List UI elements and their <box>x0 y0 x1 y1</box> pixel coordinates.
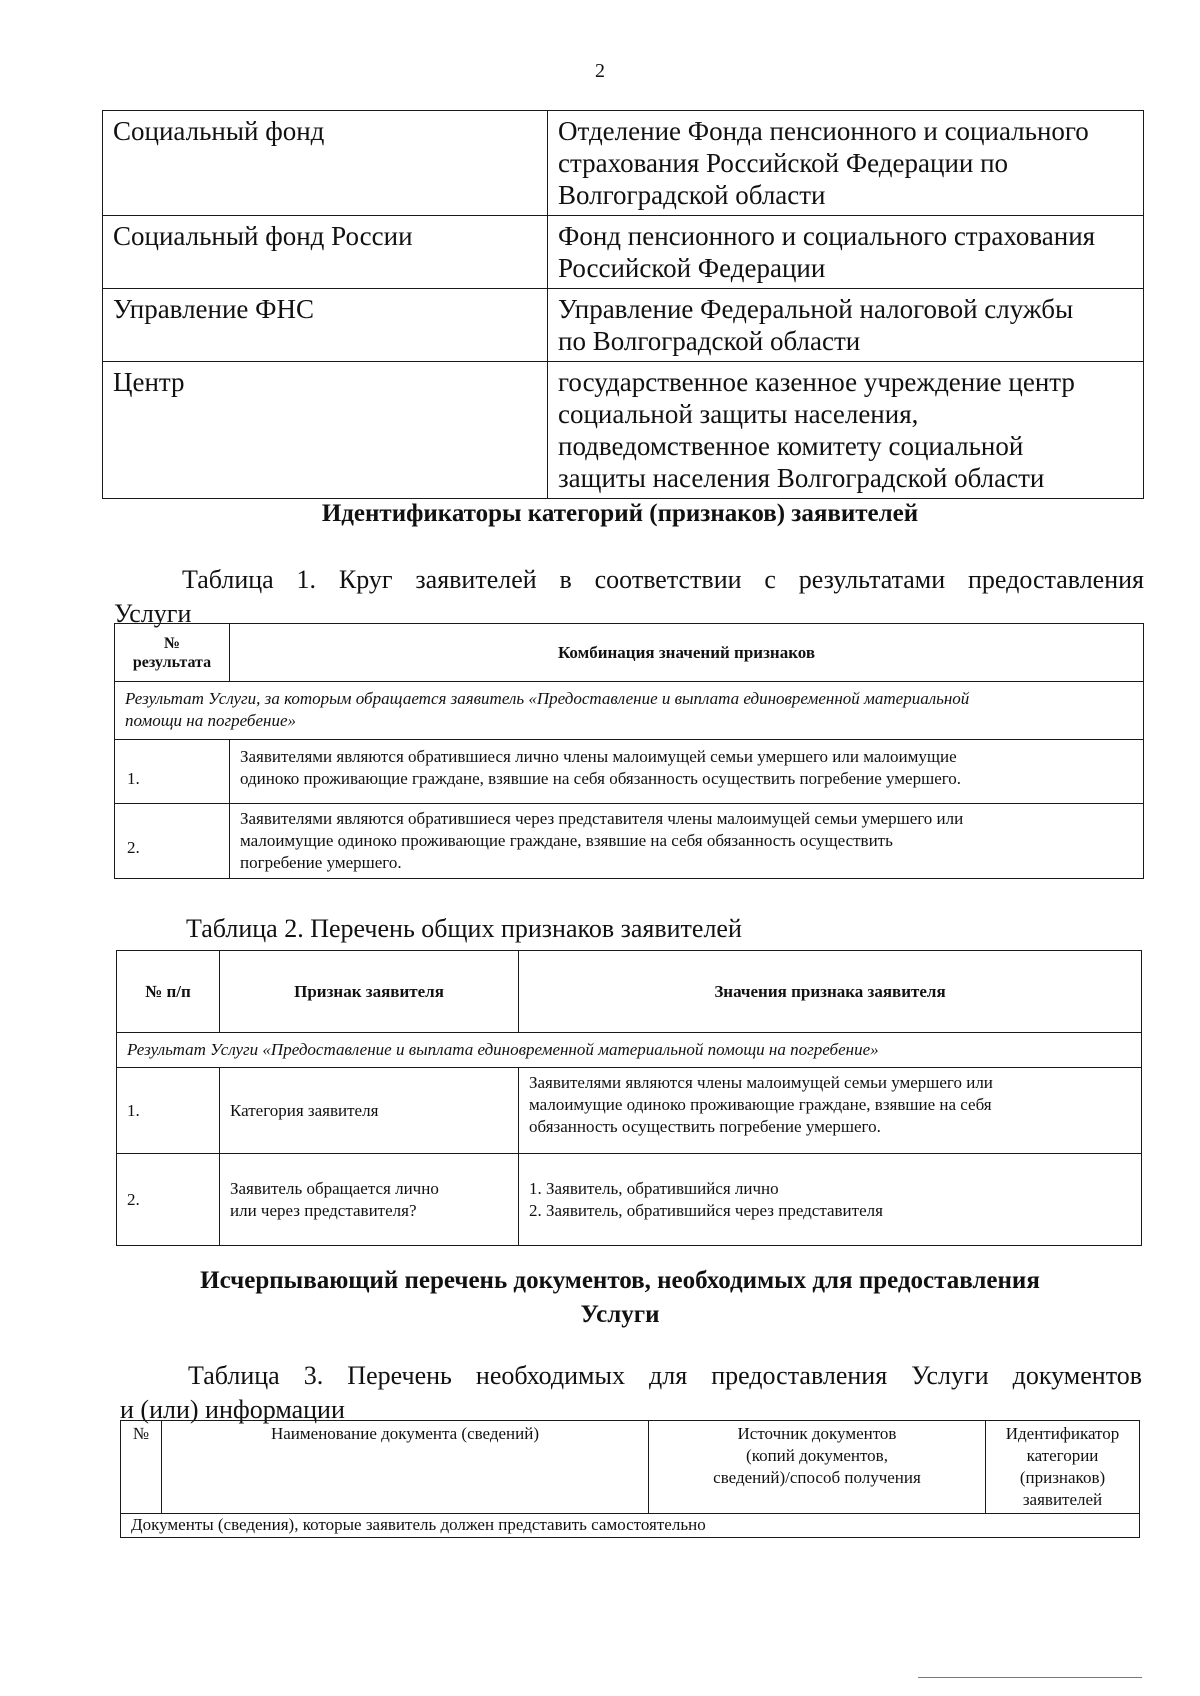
abbr-term: Социальный фонд России <box>103 216 548 289</box>
table-caption: Таблица 3. Перечень необходимых для предоставления Услуги документов и (или) информации <box>120 1361 1142 1424</box>
section-heading: Исчерпывающий перечень документов, необходимых для предоставления Услуги <box>200 1267 1040 1328</box>
attributes-table <box>116 950 1142 1246</box>
page-number: 2 <box>595 60 605 82</box>
abbr-meaning: государственное казенное учреждение центр социальной защиты населения, подведомственное комитету социальной защиты населения Волгоградской области <box>548 362 1144 499</box>
column-header: Идентификатор категории (признаков) заявителей <box>986 1421 1140 1514</box>
column-header: № <box>121 1421 162 1514</box>
row-number: 2. <box>115 804 230 879</box>
row-number: 2. <box>117 1154 220 1246</box>
attribute-name: Категория заявителя <box>220 1068 519 1154</box>
attribute-values: 1. Заявитель, обратившийся лично 2. Заявитель, обратившийся через представителя <box>519 1154 1142 1246</box>
table-row <box>103 111 1144 216</box>
result-row: Результат Услуги, за которым обращается заявитель «Предоставление и выплата единовременной материальной помощи на погребение» <box>115 682 1144 740</box>
documents-table <box>120 1420 1140 1538</box>
column-header: Значения признака заявителя <box>519 951 1142 1033</box>
row-number: 1. <box>115 740 230 804</box>
column-header: № результата <box>115 624 230 682</box>
section-heading: Идентификаторы категорий (признаков) заявителей <box>321 500 919 527</box>
row-text: Заявителями являются обратившиеся лично члены малоимущей семьи умершего или малоимущие одиноко проживающие граждане, взявшие на себя обязанность осуществить погребение умершего. <box>230 740 1144 804</box>
attribute-name: Заявитель обращается лично или через представителя? <box>220 1154 519 1246</box>
row-number: 1. <box>117 1068 220 1154</box>
table-row <box>103 362 1144 499</box>
table-caption: Таблица 2. Перечень общих признаков заявителей <box>186 914 742 943</box>
column-header: Комбинация значений признаков <box>230 624 1144 682</box>
attribute-values: Заявителями являются члены малоимущей семьи умершего или малоимущие одиноко проживающие граждане, взявшие на себя обязанность осуществить погребение умершего. <box>519 1068 1142 1154</box>
abbr-term: Управление ФНС <box>103 289 548 362</box>
table-caption: Таблица 1. Круг заявителей в соответствии с результатами предоставления Услуги <box>114 565 1144 628</box>
table-row <box>103 289 1144 362</box>
table-row <box>117 1154 1142 1246</box>
row-text: Заявителями являются обратившиеся через представителя члены малоимущей семьи умершего или малоимущие одиноко проживающие граждане, взявшие на себя обязанность осуществить погребение умершего. <box>230 804 1144 879</box>
table-subheader: Документы (сведения), которые заявитель должен представить самостоятельно <box>121 1514 1140 1538</box>
column-header: Наименование документа (сведений) <box>162 1421 649 1514</box>
abbr-term: Центр <box>103 362 548 499</box>
result-row: Результат Услуги «Предоставление и выплата единовременной материальной помощи на погребение» <box>117 1033 1142 1068</box>
table-row <box>115 740 1144 804</box>
column-header: Источник документов (копий документов, сведений)/способ получения <box>649 1421 986 1514</box>
abbr-meaning: Управление Федеральной налоговой службы по Волгоградской области <box>548 289 1144 362</box>
abbreviations-table <box>102 110 1144 499</box>
table-row <box>117 1068 1142 1154</box>
table-row <box>115 804 1144 879</box>
abbr-meaning: Отделение Фонда пенсионного и социального страхования Российской Федерации по Волгоградской области <box>548 111 1144 216</box>
column-header: № п/п <box>117 951 220 1033</box>
abbr-meaning: Фонд пенсионного и социального страхования Российской Федерации <box>548 216 1144 289</box>
footer-rule <box>918 1677 1142 1678</box>
applicants-table <box>114 623 1144 879</box>
abbr-term: Социальный фонд <box>103 111 548 216</box>
column-header: Признак заявителя <box>220 951 519 1033</box>
table-row <box>103 216 1144 289</box>
